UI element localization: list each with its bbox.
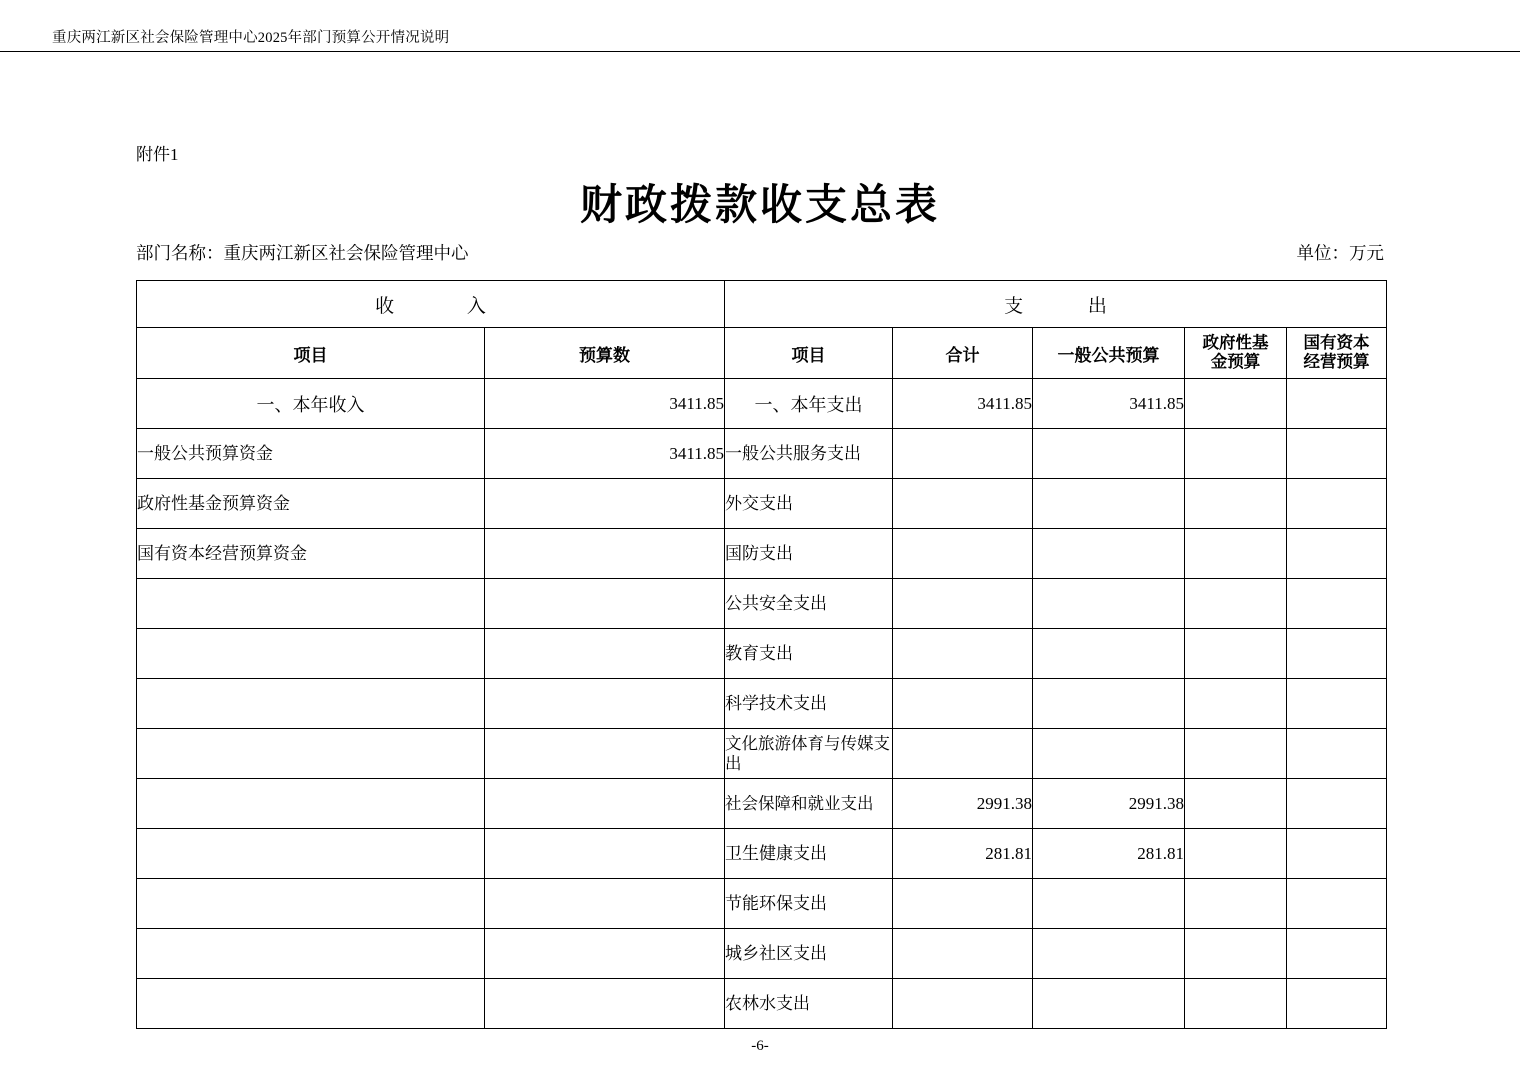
- col-header-exp-general-public: 一般公共预算: [1033, 328, 1185, 379]
- expenditure-state-capital: [1287, 929, 1387, 979]
- expenditure-gov-fund: [1185, 879, 1287, 929]
- income-item: [137, 579, 485, 629]
- page-number: -6-: [751, 1038, 769, 1054]
- income-item: [137, 929, 485, 979]
- income-item: 国有资本经营预算资金: [137, 529, 485, 579]
- expenditure-total: [893, 679, 1033, 729]
- expenditure-gov-fund: [1185, 529, 1287, 579]
- expenditure-state-capital: [1287, 379, 1387, 429]
- table-row: [137, 929, 1387, 979]
- expenditure-general-public: 281.81: [1033, 829, 1185, 879]
- running-header-title: 重庆两江新区社会保险管理中心2025年部门预算公开情况说明: [52, 30, 450, 46]
- expenditure-group-header: [725, 281, 1387, 328]
- income-item: [137, 879, 485, 929]
- expenditure-gov-fund: [1185, 829, 1287, 879]
- table-row: [137, 779, 1387, 829]
- expenditure-general-public: [1033, 429, 1185, 479]
- col-header-exp-total: 合计: [893, 328, 1033, 379]
- table-row: [137, 529, 1387, 579]
- expenditure-general-public: [1033, 979, 1185, 1029]
- col-header-exp-gov-fund: 政府性基 金预算: [1185, 328, 1287, 379]
- col-header-income-item: 项目: [137, 328, 485, 379]
- col-header-exp-item: 项目: [725, 328, 893, 379]
- expenditure-gov-fund: [1185, 729, 1287, 779]
- expenditure-item: 一、本年支出: [725, 379, 893, 429]
- expenditure-state-capital: [1287, 629, 1387, 679]
- table-row: [137, 729, 1387, 779]
- expenditure-gov-fund: [1185, 929, 1287, 979]
- table-column-header-row: [137, 328, 1387, 379]
- expenditure-total: [893, 529, 1033, 579]
- income-item: [137, 679, 485, 729]
- income-amount: [485, 579, 725, 629]
- expenditure-total: 2991.38: [893, 779, 1033, 829]
- expenditure-state-capital: [1287, 979, 1387, 1029]
- income-item: [137, 829, 485, 879]
- income-group-header-text: 收 入: [375, 295, 520, 317]
- expenditure-state-capital: [1287, 679, 1387, 729]
- expenditure-item: 公共安全支出: [725, 579, 893, 629]
- expenditure-general-public: [1033, 579, 1185, 629]
- table-row: [137, 679, 1387, 729]
- income-amount: [485, 979, 725, 1029]
- income-amount: [485, 529, 725, 579]
- expenditure-state-capital: [1287, 579, 1387, 629]
- expenditure-item: 教育支出: [725, 629, 893, 679]
- expenditure-total: [893, 979, 1033, 1029]
- expenditure-general-public: [1033, 929, 1185, 979]
- expenditure-state-capital: [1287, 479, 1387, 529]
- expenditure-total: [893, 429, 1033, 479]
- income-item: 一般公共预算资金: [137, 429, 485, 479]
- table-row: [137, 629, 1387, 679]
- expenditure-gov-fund: [1185, 429, 1287, 479]
- expenditure-total: [893, 929, 1033, 979]
- expenditure-gov-fund: [1185, 579, 1287, 629]
- income-group-header: [137, 281, 725, 328]
- income-item: 政府性基金预算资金: [137, 479, 485, 529]
- income-amount: [485, 879, 725, 929]
- income-amount: 3411.85: [485, 379, 725, 429]
- income-amount: [485, 629, 725, 679]
- income-amount: [485, 829, 725, 879]
- expenditure-item: 城乡社区支出: [725, 929, 893, 979]
- page-title: 财政拨款收支总表: [579, 183, 940, 229]
- table-row: [137, 879, 1387, 929]
- expenditure-item: 卫生健康支出: [725, 829, 893, 879]
- expenditure-state-capital: [1287, 729, 1387, 779]
- income-item: [137, 729, 485, 779]
- expenditure-state-capital: [1287, 529, 1387, 579]
- table-group-header-row: [137, 281, 1387, 328]
- expenditure-item: 科学技术支出: [725, 679, 893, 729]
- income-amount: 3411.85: [485, 429, 725, 479]
- expenditure-gov-fund: [1185, 479, 1287, 529]
- expenditure-item: 农林水支出: [725, 979, 893, 1029]
- expenditure-general-public: [1033, 629, 1185, 679]
- expenditure-gov-fund: [1185, 379, 1287, 429]
- expenditure-total: 3411.85: [893, 379, 1033, 429]
- expenditure-item: 外交支出: [725, 479, 893, 529]
- table-row: [137, 429, 1387, 479]
- income-amount: [485, 929, 725, 979]
- income-item: [137, 779, 485, 829]
- table-row: [137, 829, 1387, 879]
- expenditure-item: 节能环保支出: [725, 879, 893, 929]
- expenditure-general-public: [1033, 729, 1185, 779]
- table-row: [137, 479, 1387, 529]
- expenditure-gov-fund: [1185, 779, 1287, 829]
- running-header-rule: [0, 51, 1520, 52]
- expenditure-general-public: [1033, 679, 1185, 729]
- expenditure-total: [893, 729, 1033, 779]
- expenditure-total: 281.81: [893, 829, 1033, 879]
- expenditure-general-public: [1033, 529, 1185, 579]
- expenditure-general-public: 2991.38: [1033, 779, 1185, 829]
- expenditure-item: 国防支出: [725, 529, 893, 579]
- expenditure-total: [893, 579, 1033, 629]
- table-row: [137, 979, 1387, 1029]
- income-amount: [485, 679, 725, 729]
- table-row: [137, 579, 1387, 629]
- expenditure-gov-fund: [1185, 629, 1287, 679]
- expenditure-general-public: 3411.85: [1033, 379, 1185, 429]
- expenditure-total: [893, 479, 1033, 529]
- expenditure-item: 文化旅游体育与传媒支出: [725, 729, 893, 779]
- expenditure-gov-fund: [1185, 679, 1287, 729]
- unit-label: 单位：万元: [1296, 243, 1384, 263]
- income-amount: [485, 479, 725, 529]
- expenditure-group-header-text: 支 出: [1004, 295, 1137, 317]
- table-meta-row: [136, 240, 1384, 264]
- expenditure-general-public: [1033, 879, 1185, 929]
- expenditure-state-capital: [1287, 779, 1387, 829]
- income-amount: [485, 729, 725, 779]
- income-item: [137, 979, 485, 1029]
- col-header-exp-state-capital: 国有资本 经营预算: [1287, 328, 1387, 379]
- expenditure-state-capital: [1287, 829, 1387, 879]
- expenditure-item: 社会保障和就业支出: [725, 779, 893, 829]
- income-item: 一、本年收入: [137, 379, 485, 429]
- expenditure-general-public: [1033, 479, 1185, 529]
- expenditure-item: 一般公共服务支出: [725, 429, 893, 479]
- income-item: [137, 629, 485, 679]
- expenditure-state-capital: [1287, 879, 1387, 929]
- table-row: [137, 379, 1387, 429]
- expenditure-gov-fund: [1185, 979, 1287, 1029]
- department-name-label: 部门名称：重庆两江新区社会保险管理中心: [136, 243, 469, 263]
- col-header-income-budget: 预算数: [485, 328, 725, 379]
- expenditure-total: [893, 629, 1033, 679]
- running-header: [0, 0, 1520, 52]
- attachment-label: 附件1: [136, 145, 179, 164]
- expenditure-state-capital: [1287, 429, 1387, 479]
- income-amount: [485, 779, 725, 829]
- budget-table: [136, 280, 1387, 1029]
- expenditure-total: [893, 879, 1033, 929]
